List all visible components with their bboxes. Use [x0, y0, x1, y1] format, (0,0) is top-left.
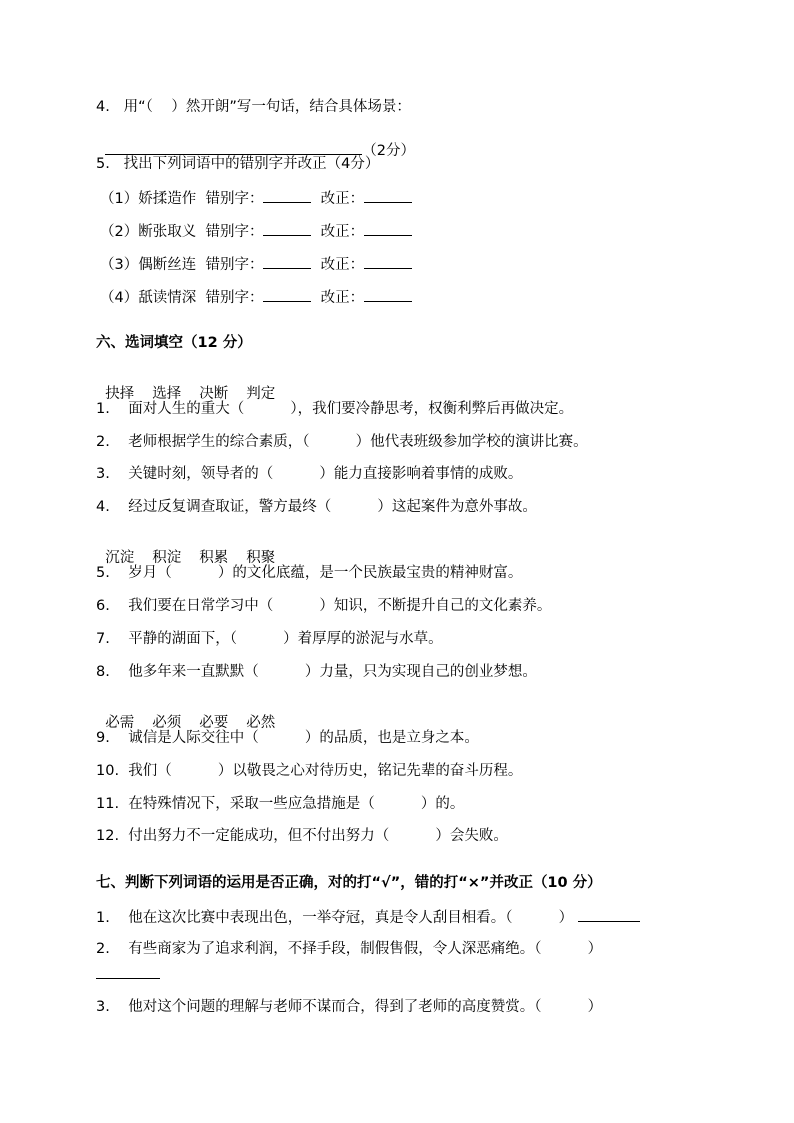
correction-blank[interactable] — [364, 188, 412, 203]
word-bank-2: 沉淀 积淀 积累 积聚 — [105, 550, 276, 566]
judge-item-2: 2. 有些商家为了追求利润，不择手段，制假售假，令人深恶痛绝。（ ） — [96, 941, 603, 957]
word-bank-1: 抉择 选择 决断 判定 — [105, 386, 276, 402]
fill-item: 11. 在特殊情况下，采取一些应急措施是（ ）的。 — [96, 796, 465, 812]
fill-item: 4. 经过反复调查取证，警方最终（ ）这起案件为意外事故。 — [96, 499, 537, 515]
fill-item: 7. 平静的湖面下，（ ）着厚厚的淤泥与水草。 — [96, 631, 443, 647]
judge-item-1: 1. 他在这次比赛中表现出色，一举夺冠，真是令人刮目相看。（ ） — [96, 907, 640, 927]
question-5-item-4: （4）舐读情深 错别字： 改正： — [100, 287, 412, 307]
error-char-blank[interactable] — [263, 254, 311, 269]
fill-item: 2. 老师根据学生的综合素质，（ ）他代表班级参加学校的演讲比赛。 — [96, 434, 588, 450]
section-7-title: 七、判断下列词语的运用是否正确，对的打“√”，错的打“×”并改正（10 分） — [96, 875, 602, 891]
error-char-blank[interactable] — [263, 188, 311, 203]
fill-item: 9. 诚信是人际交往中（ ）的品质，也是立身之本。 — [96, 730, 479, 746]
error-char-blank[interactable] — [263, 287, 311, 302]
correction-blank[interactable] — [364, 287, 412, 302]
fill-item: 6. 我们要在日常学习中（ ）知识，不断提升自己的文化素养。 — [96, 598, 552, 614]
correction-blank[interactable] — [364, 254, 412, 269]
question-5-prompt: 5. 找出下列词语中的错别字并改正（4分） — [96, 156, 380, 172]
question-4-score: （2分） — [362, 143, 415, 159]
question-5-item-2: （2）断张取义 错别字： 改正： — [100, 221, 412, 241]
correction-blank[interactable] — [96, 977, 160, 979]
fill-item: 10. 我们（ ）以敬畏之心对待历史，铭记先辈的奋斗历程。 — [96, 763, 523, 779]
section-6-title: 六、选词填空（12 分） — [96, 335, 252, 351]
answer-blank[interactable] — [105, 140, 362, 155]
fill-item: 1. 面对人生的重大（ ），我们要冷静思考，权衡利弊后再做决定。 — [96, 401, 574, 417]
error-char-blank[interactable] — [263, 221, 311, 236]
fill-item: 8. 他多年来一直默默（ ）力量，只为实现自己的创业梦想。 — [96, 664, 537, 680]
fill-item: 5. 岁月（ ）的文化底蕴，是一个民族最宝贵的精神财富。 — [96, 565, 523, 581]
judge-item-3: 3. 他对这个问题的理解与老师不谋而合，得到了老师的高度赞赏。（ ） — [96, 999, 603, 1015]
question-5-item-1: （1）娇揉造作 错别字： 改正： — [100, 188, 412, 208]
correction-blank[interactable] — [578, 907, 640, 922]
correction-blank[interactable] — [364, 221, 412, 236]
word-bank-3: 必需 必须 必要 必然 — [105, 715, 276, 731]
question-5-item-3: （3）偶断丝连 错别字： 改正： — [100, 254, 412, 274]
question-4-prompt: 4. 用“（ ）然开朗”写一句话，结合具体场景： — [96, 99, 411, 115]
fill-item: 12. 付出努力不一定能成功，但不付出努力（ ）会失败。 — [96, 828, 508, 844]
fill-item: 3. 关键时刻，领导者的（ ）能力直接影响着事情的成败。 — [96, 466, 523, 482]
